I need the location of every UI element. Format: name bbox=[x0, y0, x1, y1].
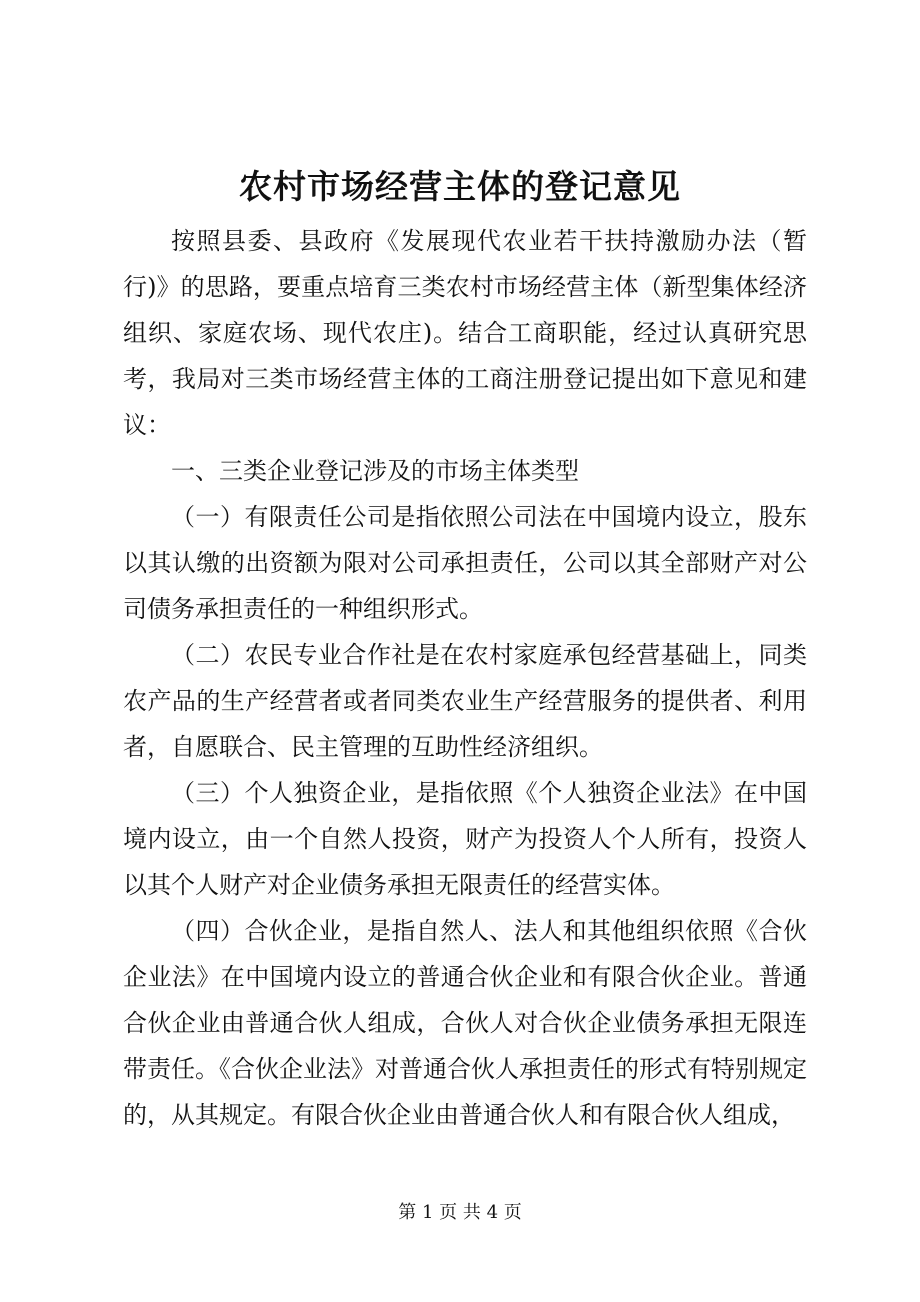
section-heading: 一、三类企业登记涉及的市场主体类型 bbox=[171, 457, 579, 485]
paragraph-sole-proprietorship: （三）个人独资企业，是指依照《个人独资企业法》在中国境内设立，由一个自然人投资，财产为投资人个人所有，投资人以其个人财产对企业债务承担无限责任的经营实体。 bbox=[123, 779, 807, 899]
intro-paragraph: 按照县委、县政府《发展现代农业若干扶持激励办法（暂行)》的思路，要重点培育三类农村市场经营主体（新型集体经济组织、家庭农场、现代农庄)。结合工商职能，经过认真研究思考，我局对三类市场经营主体的工商注册登记提出如下意见和建议： bbox=[123, 227, 807, 439]
document-body bbox=[123, 218, 807, 1138]
document-title: 农村市场经营主体的登记意见 bbox=[239, 167, 681, 206]
paragraph-cooperative: （二）农民专业合作社是在农村家庭承包经营基础上，同类农产品的生产经营者或者同类农业生产经营服务的提供者、利用者，自愿联合、民主管理的互助性经济组织。 bbox=[123, 641, 807, 761]
page-number-footer: 第 1 页 共 4 页 bbox=[398, 1202, 522, 1223]
paragraph-limited-company: （一）有限责任公司是指依照公司法在中国境内设立，股东以其认缴的出资额为限对公司承担责任，公司以其全部财产对公司债务承担责任的一种组织形式。 bbox=[123, 503, 807, 623]
paragraph-partnership: （四）合伙企业，是指自然人、法人和其他组织依照《合伙企业法》在中国境内设立的普通合伙企业和有限合伙企业。普通合伙企业由普通合伙人组成，合伙人对合伙企业债务承担无限连带责任。《合伙企业法》对普通合伙人承担责任的形式有特别规定的，从其规定。有限合伙企业由普通合伙人和有限合伙人组成， bbox=[123, 917, 807, 1129]
